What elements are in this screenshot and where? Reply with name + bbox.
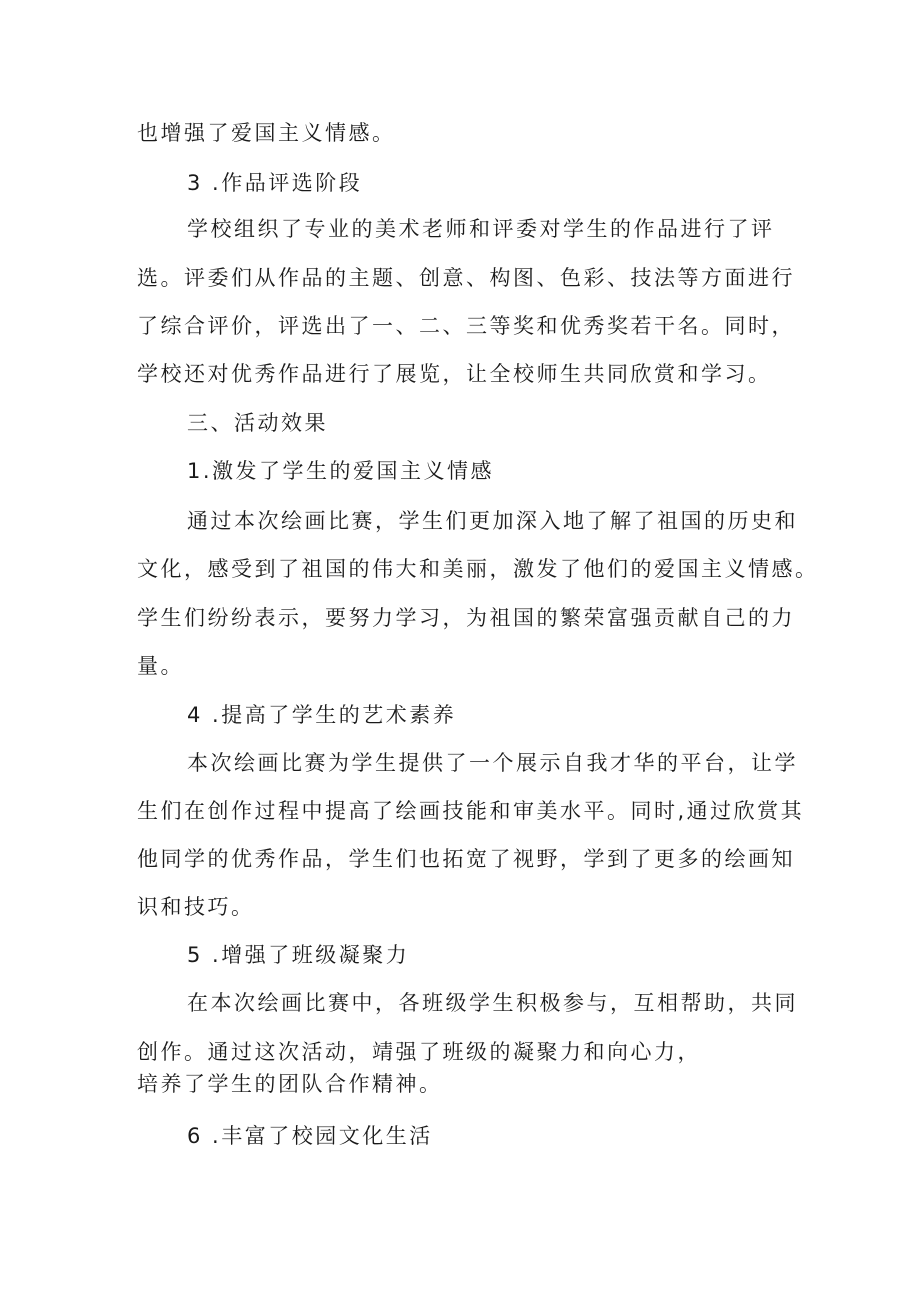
- paragraph-line: 在本次绘画比赛中，各班级学生积极参与，互相帮助，共同: [187, 991, 798, 1015]
- paragraph-line: 量。: [137, 654, 184, 678]
- section-heading: 1.激发了学生的爱国主义情感: [187, 459, 495, 483]
- section-heading: 5 .增强了班级凝聚力: [187, 943, 410, 967]
- paragraph-line: 文化，感受到了祖国的伟大和美丽，激发了他们的爱国主义情感。: [137, 557, 819, 581]
- paragraph-line: 学校还对优秀作品进行了展览，让全校师生共同欣赏和学习。: [137, 362, 772, 386]
- paragraph-line: 通过本次绘画比赛，学生们更加深入地了解了祖国的历史和: [187, 509, 798, 533]
- paragraph-line: 学生们纷纷表示，要努力学习，为祖国的繁荣富强贡献自己的力: [137, 606, 795, 630]
- paragraph-line: 了综合评价，评选出了一、二、三等奖和优秀奖若干名。同时，: [137, 314, 795, 338]
- section-heading: 6 .丰富了校园文化生活: [187, 1124, 433, 1148]
- section-heading: 4 .提高了学生的艺术素养: [187, 703, 457, 727]
- paragraph-line: 选。评委们从作品的主题、创意、构图、色彩、技法等方面进行: [137, 266, 795, 290]
- section-heading: 三、活动效果: [187, 411, 328, 435]
- paragraph-line: 本次绘画比赛为学生提供了一个展示自我才华的平台，让学: [187, 751, 798, 775]
- paragraph-line: 培养了学生的团队合作精神。: [137, 1072, 443, 1096]
- paragraph-line: 他同学的优秀作品，学生们也拓宽了视野，学到了更多的绘画知: [137, 847, 795, 871]
- paragraph-line: 生们在创作过程中提高了绘画技能和审美水平。同时,通过欣赏其: [137, 799, 805, 823]
- section-heading: 3 .作品评选阶段: [187, 171, 363, 195]
- paragraph-line: 识和技巧。: [137, 895, 255, 919]
- paragraph-line: 创作。通过这次活动，靖强了班级的凝聚力和向心力，: [137, 1040, 701, 1064]
- paragraph-line: 学校组织了专业的美术老师和评委对学生的作品进行了评: [187, 217, 775, 241]
- paragraph-line: 也增强了爱国主义情感。: [137, 121, 396, 145]
